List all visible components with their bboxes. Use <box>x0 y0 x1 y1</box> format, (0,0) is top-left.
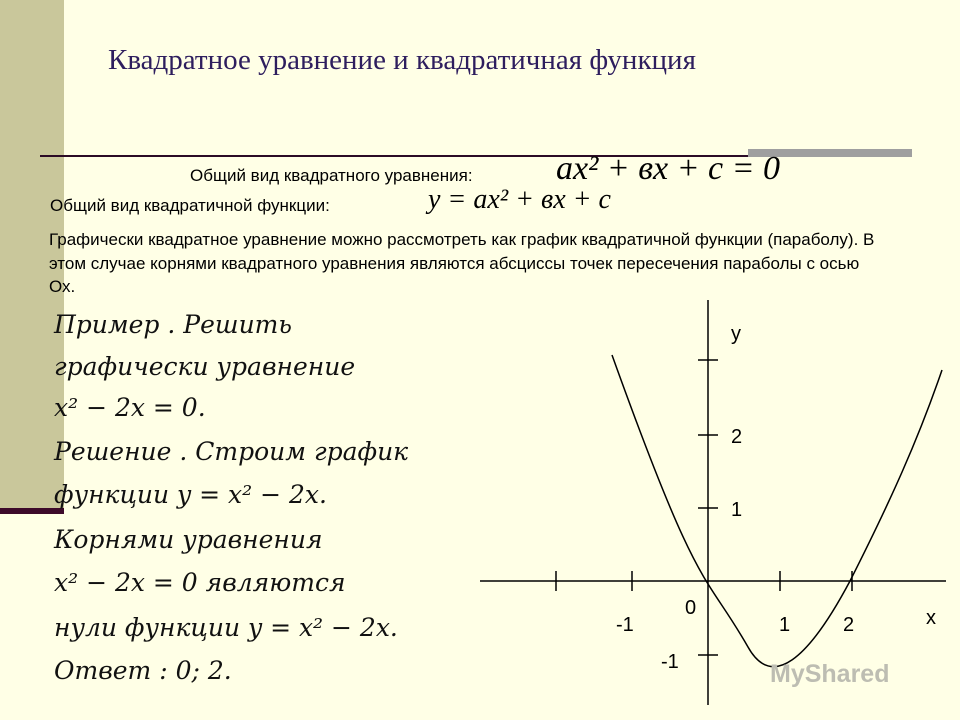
slide-title: Квадратное уравнение и квадратичная функция <box>108 44 696 76</box>
parabola-curve <box>612 355 942 667</box>
solution-line: Ответ : 0; 2. <box>54 656 232 685</box>
solution-line: x² − 2x = 0 являются <box>54 568 346 597</box>
equation-label: Общий вид квадратного уравнения: <box>190 166 473 185</box>
origin-label: 0 <box>685 597 697 619</box>
x-tick-label: -1 <box>616 614 634 636</box>
x-tick-label: 2 <box>843 614 855 636</box>
solution-line: графически уравнение <box>54 352 356 381</box>
y-tick-label: 1 <box>731 499 743 521</box>
function-formula: y = ax² + вx + c <box>428 184 611 215</box>
function-label: Общий вид квадратичной функции: <box>50 196 330 215</box>
y-tick-label: 2 <box>731 426 743 448</box>
solution-line: Пример . Решить <box>54 310 292 339</box>
solution-line: x² − 2x = 0. <box>54 393 206 422</box>
solution-line: Решение . Строим график <box>54 437 409 466</box>
watermark-text: MyShared <box>770 660 890 688</box>
solution-line: Корнями уравнения <box>54 525 323 554</box>
watermark-logo <box>770 660 889 689</box>
solution-line: функции y = x² − 2x. <box>54 480 327 509</box>
y-axis-label: y <box>731 323 741 345</box>
equation-formula: ax² + вx + c = 0 <box>556 150 781 187</box>
y-tick-label: -1 <box>661 651 679 673</box>
x-axis-label: x <box>926 607 936 629</box>
x-tick-label: 1 <box>779 614 791 636</box>
explanation-paragraph: Графически квадратное уравнение можно рассмотреть как график квадратичной функции (параболу). В этом случае корнями квадратного уравнения являются абсциссы точек пересечения параболы с осью Ох. <box>49 230 875 296</box>
solution-line: нули функции y = x² − 2x. <box>54 613 398 642</box>
